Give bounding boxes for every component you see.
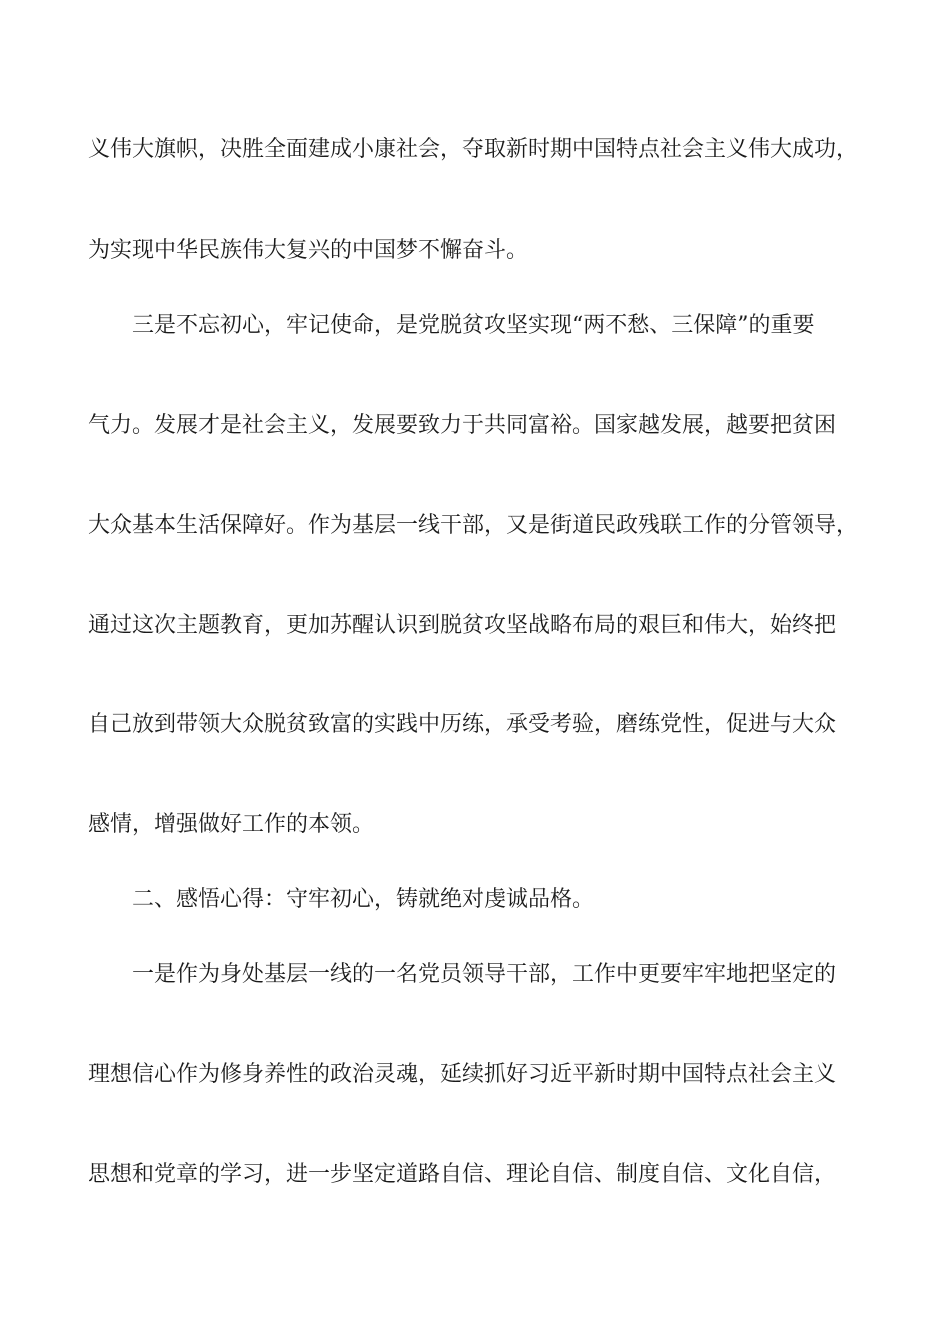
text-line: 感情，增强做好工作的本领。	[88, 812, 375, 837]
text-line: 气力。发展才是社会主义，发展要致力于共同富裕。国家越发展，越要把贫困	[88, 413, 837, 438]
text-line: 思想和党章的学习，进一步坚定道路自信、理论自信、制度自信、文化自信，	[88, 1162, 837, 1187]
text-line: 义伟大旗帜，决胜全面建成小康社会，夺取新时期中国特点社会主义伟大成功，	[88, 137, 859, 162]
paragraph-start-line: 三是不忘初心，牢记使命，是党脱贫攻坚实现“两不愁、三保障”的重要	[132, 313, 815, 338]
section-heading: 二、感悟心得：守牢初心，铸就绝对虔诚品格。	[132, 887, 595, 912]
text-line: 理想信心作为修身养性的政治灵魂，延续抓好习近平新时期中国特点社会主义	[88, 1062, 837, 1087]
text-line: 为实现中华民族伟大复兴的中国梦不懈奋斗。	[88, 238, 529, 263]
text-line: 通过这次主题教育，更加苏醒认识到脱贫攻坚战略布局的艰巨和伟大，始终把	[88, 613, 837, 638]
text-line: 大众基本生活保障好。作为基层一线干部，又是街道民政残联工作的分管领导，	[88, 513, 859, 538]
paragraph-start-line: 一是作为身处基层一线的一名党员领导干部，工作中更要牢牢地把坚定的	[132, 962, 837, 987]
text-line: 自己放到带领大众脱贫致富的实践中历练，承受考验，磨练党性，促进与大众	[88, 712, 837, 737]
